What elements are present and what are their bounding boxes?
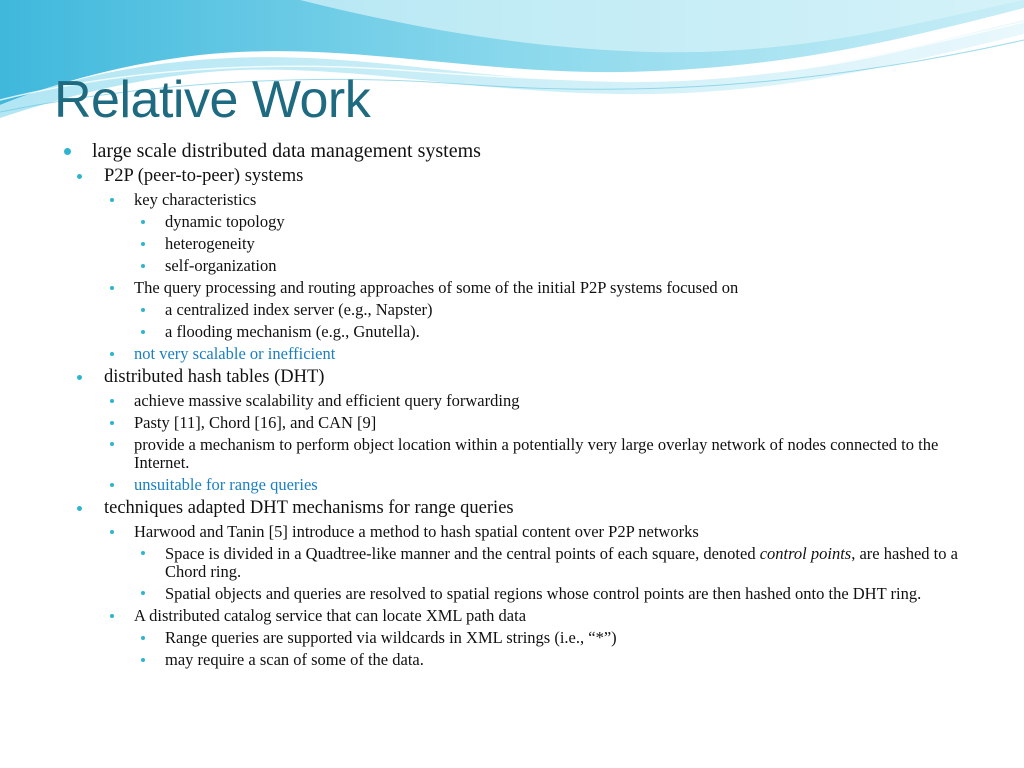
bullet-item [32,211,962,233]
bullet-text: The query processing and routing approaches of some of the initial P2P systems focused on [134,278,739,297]
bullet-dot [110,483,114,487]
bullet-text-emphasis: control points [759,544,852,563]
bullet-item [32,627,962,649]
bullet-text-part: Space is divided in a Quadtree-like manner and the central points of each square, denoted [165,544,760,563]
bullet-text: large scale distributed data management systems [92,140,481,162]
bullet-item [62,139,962,164]
bullet-dot [110,442,114,446]
bullet-text: A distributed catalog service that can locate XML path data [134,606,527,625]
bullet-item [32,474,962,496]
bullet-text: a flooding mechanism (e.g., Gnutella). [165,322,420,341]
bullet-dot [110,614,114,618]
bullet-item [32,164,962,189]
bullet-dot [110,352,114,356]
bullet-item [32,233,962,255]
bullet-text: a centralized index server (e.g., Napster) [165,300,433,319]
bullet-dot [110,421,114,425]
bullet-text: Pasty [11], Chord [16], and CAN [9] [134,413,377,432]
bullet-item [32,255,962,277]
bullet-item [32,543,962,583]
bullet-item [32,343,962,365]
bullet-item [32,583,962,605]
bullet-item [32,277,962,299]
bullet-text: P2P (peer-to-peer) systems [104,166,304,186]
bullet-dot [141,551,145,555]
bullet-text: key characteristics [134,190,257,209]
bullet-text: provide a mechanism to perform object location within a potentially very large overlay network of nodes connected to the Internet. [134,435,939,472]
bullet-item [32,434,962,474]
bullet-dot [77,375,82,380]
bullet-text-highlight: unsuitable for range queries [134,475,318,494]
bullet-item [32,521,962,543]
bullet-text: Spatial objects and queries are resolved to spatial regions whose control points are then hashed onto the DHT ring. [165,584,922,603]
bullet-dot [141,308,145,312]
bullet-text: achieve massive scalability and efficient query forwarding [134,391,520,410]
bullet-text-part: , are hashed to a Chord ring. [165,544,958,581]
bullet-text [165,544,958,581]
bullet-dot [141,242,145,246]
bullet-text: dynamic topology [165,212,285,231]
bullet-dot [141,264,145,268]
bullet-item [32,390,962,412]
bullet-text: Harwood and Tanin [5] introduce a method to hash spatial content over P2P networks [134,522,699,541]
bullet-dot [110,530,114,534]
bullet-dot [64,148,71,155]
slide-title: Relative Work [54,71,371,129]
bullet-text-highlight: not very scalable or inefficient [134,344,336,363]
bullet-dot [141,220,145,224]
bullet-item [32,189,962,211]
bullet-dot [77,506,82,511]
bullet-dot [141,658,145,662]
bullet-dot [141,636,145,640]
bullet-item [32,605,962,627]
bullet-text: heterogeneity [165,234,255,253]
bullet-list [62,139,962,671]
bullet-text: Range queries are supported via wildcards in XML strings (i.e., “*”) [165,628,617,647]
bullet-dot [110,399,114,403]
bullet-item [32,412,962,434]
bullet-text: self-organization [165,256,277,275]
bullet-text: distributed hash tables (DHT) [104,367,325,387]
bullet-item [32,365,962,390]
bullet-dot [141,591,145,595]
bullet-dot [141,330,145,334]
bullet-item [32,299,962,321]
bullet-item [32,321,962,343]
bullet-item [32,496,962,521]
bullet-dot [110,198,114,202]
bullet-item [32,649,962,671]
bullet-text: may require a scan of some of the data. [165,650,424,669]
bullet-dot [110,286,114,290]
bullet-dot [77,174,82,179]
bullet-text: techniques adapted DHT mechanisms for range queries [104,498,514,518]
